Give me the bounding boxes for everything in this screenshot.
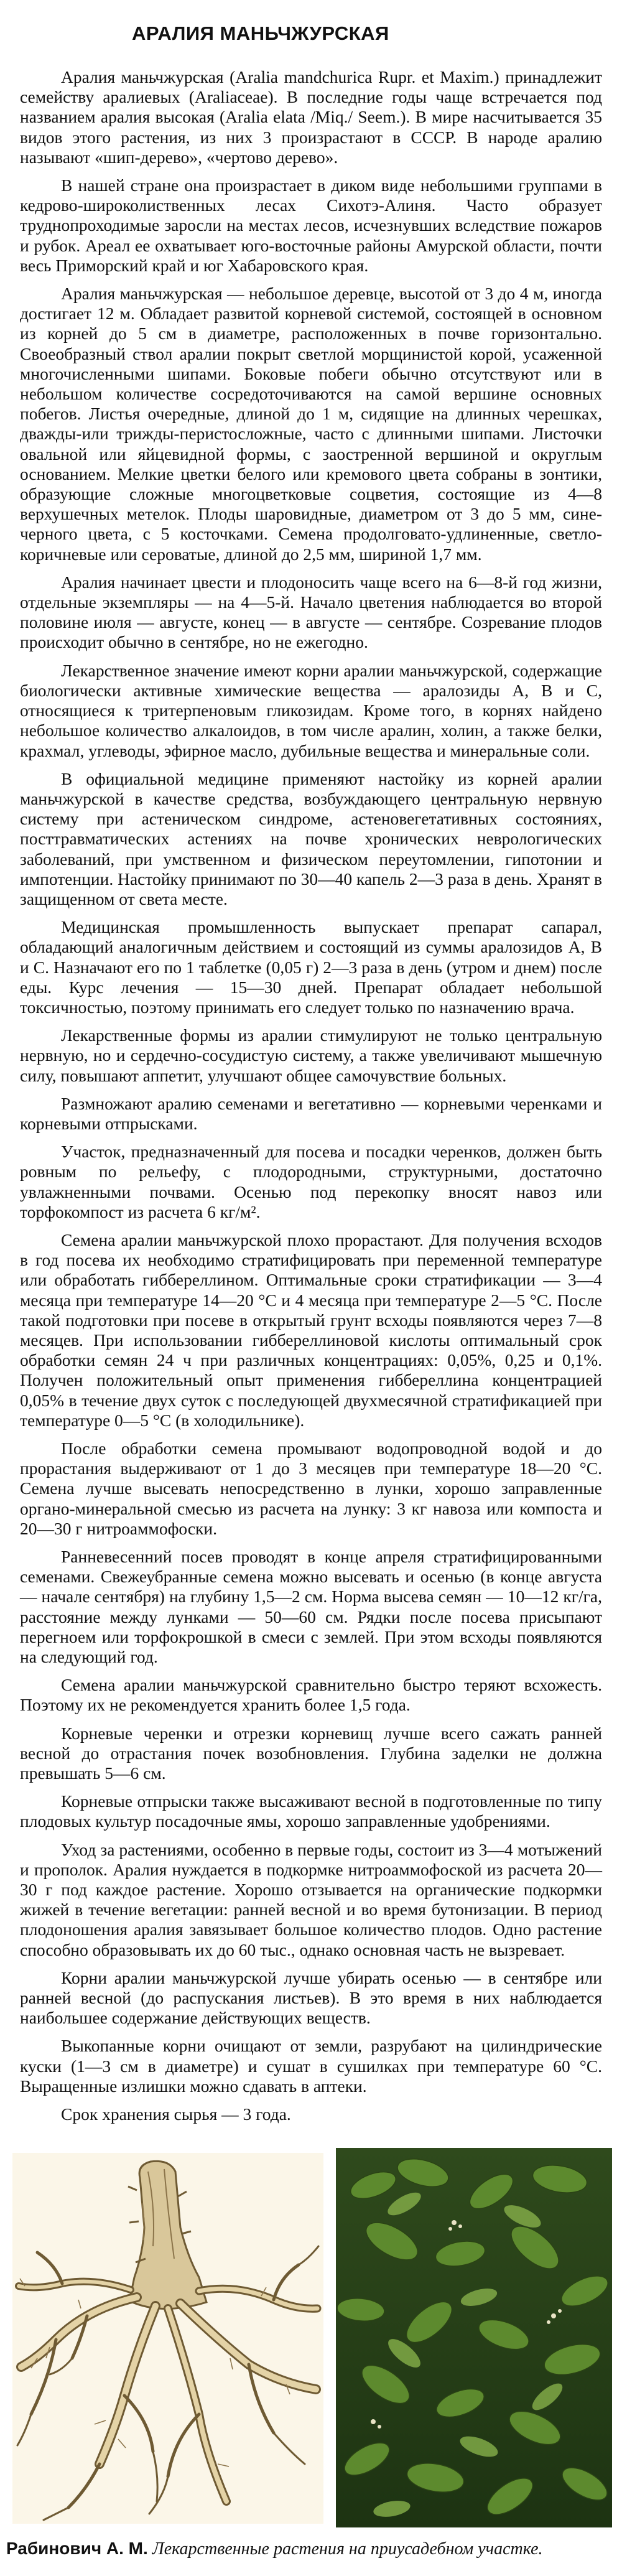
aralia-foliage-photo-icon xyxy=(336,2148,612,2527)
paragraph: Аралия маньчжурская — небольшое деревце, высотой от 3 до 4 м, иногда достигает 12 м. Обладает развитой корневой системой, состоящей в основном из корней до 5 см в диаметре, расположенных в почве горизонтально. Своеобразный ствол аралии покрыт светлой морщинистой корой, усаженной многочисленными шипами. Боковые побеги обычно отсутствуют или в небольшом количестве сосредоточиваются на самой вершине основных побегов. Листья очередные, длиной до 1 м, сидящие на длинных черешках, дважды-или трижды-перистосложные, часто с длинными шипами. Листочки овальной или яйцевидной формы, с заостренной вершиной и округлым основанием. Мелкие цветки белого или кремового цвета собраны в зонтики, образующие сложные многоцветковые соцветия, состоящие из 4—8 верхушечных метелок. Плоды шаровидные, диаметром от 3 до 5 мм, сине-черного цвета, с 5 косточками. Семена продолговато-удлиненные, светло-коричневые или сероватые, длиной до 2,5 мм, шириной 1,7 мм. xyxy=(20,284,602,564)
paragraph: Выкопанные корни очищают от земли, разрубают на цилиндрические куски (1—3 см в диаметре) и сушат в сушилках при температуре 60 °С. Выращенные излишки можно сдавать в аптеки. xyxy=(20,2036,602,2096)
paragraph: Уход за растениями, особенно в первые годы, состоит из 3—4 мотыжений и прополок. Аралия нуждается в подкормке нитроаммофоской из расчета 20—30 г под каждое растение. Хорошо отзывается на органические подкормки жижей в течение вегетации: ранней весной и во время бутонизации. В период плодоношения аралия завязывает большое количество плодов. Одно растение способно образовывать их до 60 тыс., однако основная часть не вызревает. xyxy=(20,1839,602,1959)
paragraph: Ранневесенний посев проводят в конце апреля стратифицированными семенами. Свежеубранные семена можно высевать и осенью (в конце августа — начале сентября) на глубину 1,5—2 см. Норма высева семян — 10—12 кг/га, расстояние между лунками — 50—60 см. Рядки после посева присыпают перегноем или торфокрошкой в смеси с землей. При этом всходы появляются на следующий год. xyxy=(20,1547,602,1667)
paragraph: Лекарственные формы из аралии стимулируют не только центральную нервную, но и сердечно-сосудистую систему, а также увеличивают мышечную силу, повышают аппетит, улучшают общее самочувствие больных. xyxy=(20,1025,602,1085)
paragraph: Медицинская промышленность выпускает препарат сапарал, обладающий аналогичным действием и состоящий из суммы аралозидов А, В и С. Назначают его по 1 таблетке (0,05 г) 2—3 раза в день (утром и днем) после еды. Курс лечения — 15—30 дней. Препарат обладает небольшой токсичностью, поэтому принимать его следует только по назначению врача. xyxy=(20,917,602,1017)
paragraph: Участок, предназначенный для посева и посадки черенков, должен быть ровным по рельефу, с плодородными, структурными, достаточно увлажненными почвами. Осенью под перекопку вносят навоз или торфокомпост из расчета 6 кг/м². xyxy=(20,1142,602,1221)
article-body xyxy=(20,67,602,2124)
paragraph: В нашей стране она произрастает в диком виде небольшими группами в кедрово-широколиственных лесах Сихотэ-Алиня. Часто образует труднопроходимые заросли на местах лесов, исчезнувших вследствие пожаров и рубок. Ареал ее охватывает юго-восточные районы Амурской области, почти весь Приморский край и юг Хабаровского края. xyxy=(20,175,602,275)
paragraph: Срок хранения сырья — 3 года. xyxy=(61,2104,291,2124)
paragraph: Корневые отпрыски также высаживают весной в подготовленные по типу плодовых культур посадочные ямы, хорошо заправленные удобрениями. xyxy=(20,1791,602,1831)
paragraph: Лекарственное значение имеют корни аралии маньчжурской, содержащие биологически активные химические вещества — аралозиды А, В и С, относящиеся к тритерпеновым гликозидам. Кроме того, в корнях найдено небольшое количество алкалоидов, в том числе аралин, холин, а также белки, крахмал, углеводы, эфирное масло, дубильные вещества и минеральные соли. xyxy=(20,660,602,760)
paragraph: Корни аралии маньчжурской лучше убирать осенью — в сентябре или ранней весной (до распускания листьев). В это время в них наблюдается наибольшее содержание действующих веществ. xyxy=(20,1967,602,2028)
paragraph: После обработки семена промывают водопроводной водой и до прорастания выдерживают от 1 до 3 месяцев при температуре 18—20 °С. Семена лучше высевать непосредственно в лунки, хорошо заправленные органо-минеральной смесью из расчета на лунку: 3 кг навоза или компоста и 20—30 г нитроаммофоски. xyxy=(20,1439,602,1538)
paragraph: Размножают аралию семенами и вегетативно — корневыми черенками и корневыми отпрысками. xyxy=(20,1093,602,1133)
caption-book-title: Лекарственные растения на приусадебном участке. xyxy=(152,2539,543,2559)
paragraph: Семена аралии маньчжурской плохо прорастают. Для получения всходов в год посева их необходимо стратифицировать при переменной температуре или обработать гиббереллином. Оптимальные сроки стратификации — 3—4 месяца при температуре 14—20 °С и 4 месяца при температуре 2—5 °С. После такой подготовки при посеве в открытый грунт всходы появляются через 7—8 месяцев. При использовании гиббереллиновой кислоты оптимальный срок обработки семян 24 ч при различных концентрациях: 0,05%, 0,25 и 0,1%. Получен положительный опыт применения гиббереллина концентрацией 0,05% в течение двух суток с последующей двухмесячной стратификацией при температуре 0—5 °С (в холодильнике). xyxy=(20,1230,602,1430)
aralia-root-drawing-icon xyxy=(12,2153,323,2524)
paragraph: Семена аралии маньчжурской сравнительно быстро теряют всхожесть. Поэтому их не рекомендуется хранить более 1,5 года. xyxy=(20,1675,602,1715)
book-caption xyxy=(6,2539,616,2559)
illustrations xyxy=(7,2148,615,2529)
caption-author: Рабинович А. М. xyxy=(6,2539,148,2558)
paragraph: Аралия начинает цвести и плодоносить чаще всего на 6—8-й год жизни, отдельные экземпляры — на 4—5-й. Начало цветения наблюдается во второй половине июля — августе, конец — в августе — сентябре. Созревание плодов происходит обычно в сентябре, но не ежегодно. xyxy=(20,572,602,652)
paragraph: Корневые черенки и отрезки корневищ лучше всего сажать ранней весной до отрастания почек возобновления. Глубина заделки не должна превышать 5—6 см. xyxy=(20,1723,602,1783)
paragraph: Аралия маньчжурская (Aralia mandchurica Rupr. et Maxim.) принадлежит семейству аралиевых (Araliaceae). В последние годы чаще встречается под названием аралия высокая (Aralia elata /Miq./ Seem.). В мире насчитывается 35 видов этого растения, из них 3 произрастают в СССР. В народе аралию называют «шип-дерево», «чертово дерево». xyxy=(20,67,602,167)
paragraph: В официальной медицине применяют настойку из корней аралии маньчжурской в качестве средства, возбуждающего центральную нервную систему при астеническом синдроме, астеновегетативных состояниях, посттравматических астениях на почве хронических неврологических заболеваний, при умственном и физическом переутомлении, гипотонии и импотенции. Настойку принимают по 30—40 капель 2—3 раза в день. Хранят в защищенном от света месте. xyxy=(20,768,602,908)
article-title: АРАЛИЯ МАНЬЧЖУРСКАЯ xyxy=(132,22,389,44)
